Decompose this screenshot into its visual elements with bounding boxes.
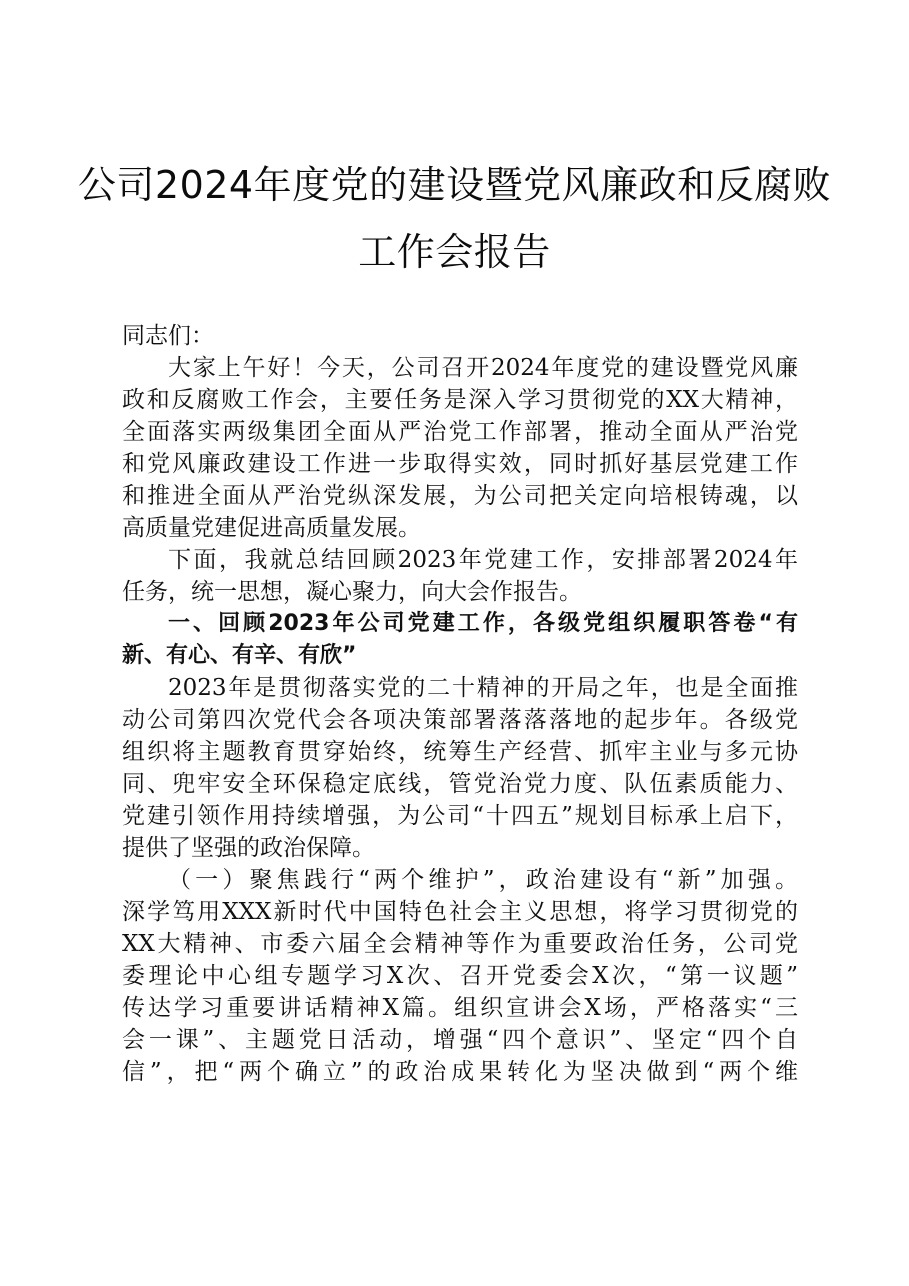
body-line: 会一课”、主题党日活动，增强“四个意识”、坚定“四个自: [122, 1027, 798, 1053]
report-title-line-2: 工作会报告: [358, 230, 551, 274]
body-line: 同志们：: [122, 323, 214, 349]
report-body: [122, 320, 798, 1088]
body-line: 全面落实两级集团全面从严治党工作部署，推动全面从严治党: [122, 419, 798, 445]
body-line: 新、有心、有辛、有欣”: [122, 643, 357, 668]
body-line: 政和反腐败工作会，主要任务是深入学习贯彻党的XX大精神，: [122, 387, 798, 413]
body-line: 组织将主题教育贯穿始终，统筹生产经营、抓牢主业与多元协: [122, 739, 798, 765]
body-line: 提供了坚强的政治保障。: [122, 835, 375, 861]
body-line: 信”，把“两个确立”的政治成果转化为坚决做到“两个维: [122, 1059, 798, 1085]
body-line: 高质量党建促进高质量发展。: [122, 515, 421, 541]
body-line: 大家上午好！今天，公司召开2024年度党的建设暨党风廉: [168, 355, 798, 381]
body-line: 同、兜牢安全环保稳定底线，管党治党力度、队伍素质能力、: [122, 771, 798, 797]
body-line: 一、回顾2023年公司党建工作，各级党组织履职答卷“有: [168, 611, 798, 636]
body-line: 党建引领作用持续增强，为公司“十四五”规划目标承上启下，: [122, 803, 798, 829]
report-title-line-1: 公司2024年度党的建设暨党风廉政和反腐败: [77, 163, 832, 207]
body-line: 任务，统一思想，凝心聚力，向大会作报告。: [122, 579, 582, 605]
body-line: 动公司第四次党代会各项决策部署落落落地的起步年。各级党: [122, 707, 798, 733]
body-line: 委理论中心组专题学习X次、召开党委会X次，“第一议题”: [122, 963, 798, 989]
body-line: 传达学习重要讲话精神X篇。组织宣讲会X场，严格落实“三: [122, 995, 798, 1021]
body-line: 2023年是贯彻落实党的二十精神的开局之年，也是全面推: [168, 675, 798, 701]
body-line: 下面，我就总结回顾2023年党建工作，安排部署2024年: [168, 547, 798, 573]
body-line: XX大精神、市委六届全会精神等作为重要政治任务，公司党: [122, 931, 798, 957]
body-line: （一）聚焦践行“两个维护”，政治建设有“新”加强。: [168, 867, 798, 893]
body-line: 深学笃用XXX新时代中国特色社会主义思想，将学习贯彻党的: [122, 899, 798, 925]
body-line: 和党风廉政建设工作进一步取得实效，同时抓好基层党建工作: [122, 451, 798, 477]
body-line: 和推进全面从严治党纵深发展，为公司把关定向培根铸魂，以: [122, 483, 798, 509]
